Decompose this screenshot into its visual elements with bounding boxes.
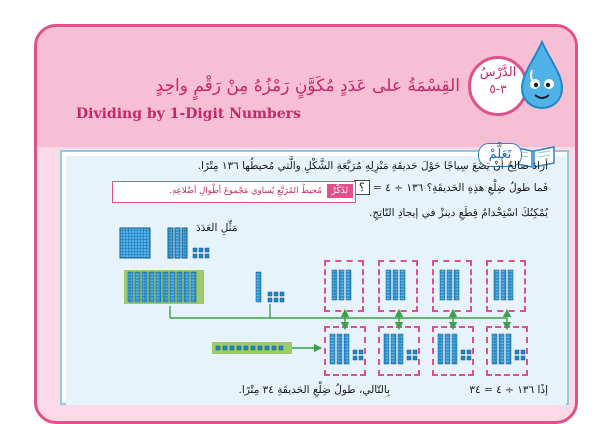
hundred-flat-icon [120,228,150,258]
remaining-ones-icon [268,292,284,302]
result-blocks [330,334,525,364]
answer-box: ؟ [354,180,370,195]
learn-label: تَعَلَّمْ [478,143,522,167]
lesson-title-arabic: القِسْمَةُ على عَدَدٍ مُكَوَّنٍ رَمْزُهُ مِنْ رَقْمٍ واحِدٍ [155,76,460,96]
lesson-label: الدَّرْسُ [479,65,517,80]
tens-rods-icon [168,228,187,258]
conclusion-equation: إذًا ١٣٦ ÷ ٤ = ٣٤ [469,384,548,396]
connector-lines [170,304,507,326]
problem-question: فَما طولُ ضِلْعِ هذِهِ الحَديقَةِ؟ ١٣٦ ÷ ٤ = [373,182,548,194]
lesson-title-english: Dividing by 1-Digit Numbers [76,106,301,122]
represent-number-label: مَثِّلِ العَدَدَ [196,222,238,234]
remember-text: مُحيطُ المُرَبَّعِ يُساوي مَجْموعَ أطْوالِ أضْلاعِهِ. [169,186,322,196]
problem-line-3: يُمْكِنُكَ اسْتِخْدامُ قِطَعِ دينزْ في إيجادِ النّاتِجِ. [369,207,548,219]
group-rods [332,270,513,300]
regrouped-ones-strip-icon [212,342,292,354]
conclusion-sentence: بِالتّالي، طولُ ضِلْعِ الحَديقَةِ ٣٤ مِتْرًا. [238,384,390,396]
ones-cubes-icon [193,248,209,258]
lesson-number: ٣-٥ [489,82,507,96]
regrouped-tens-icon [124,270,204,304]
problem-line-1: أرادَ صالِحٌ أنْ يَضَعَ سِياجًا حَوْلَ حَديقَةِ مَنْزِلِهِ مُرَبَّعَةِ الشَّكْلِ والَّتي مُحيطُها ١٣٦ مِتْرًا. [197,160,548,172]
remember-tag: تَذَكَّرْ [327,184,353,198]
remaining-tens-icon [256,272,261,302]
